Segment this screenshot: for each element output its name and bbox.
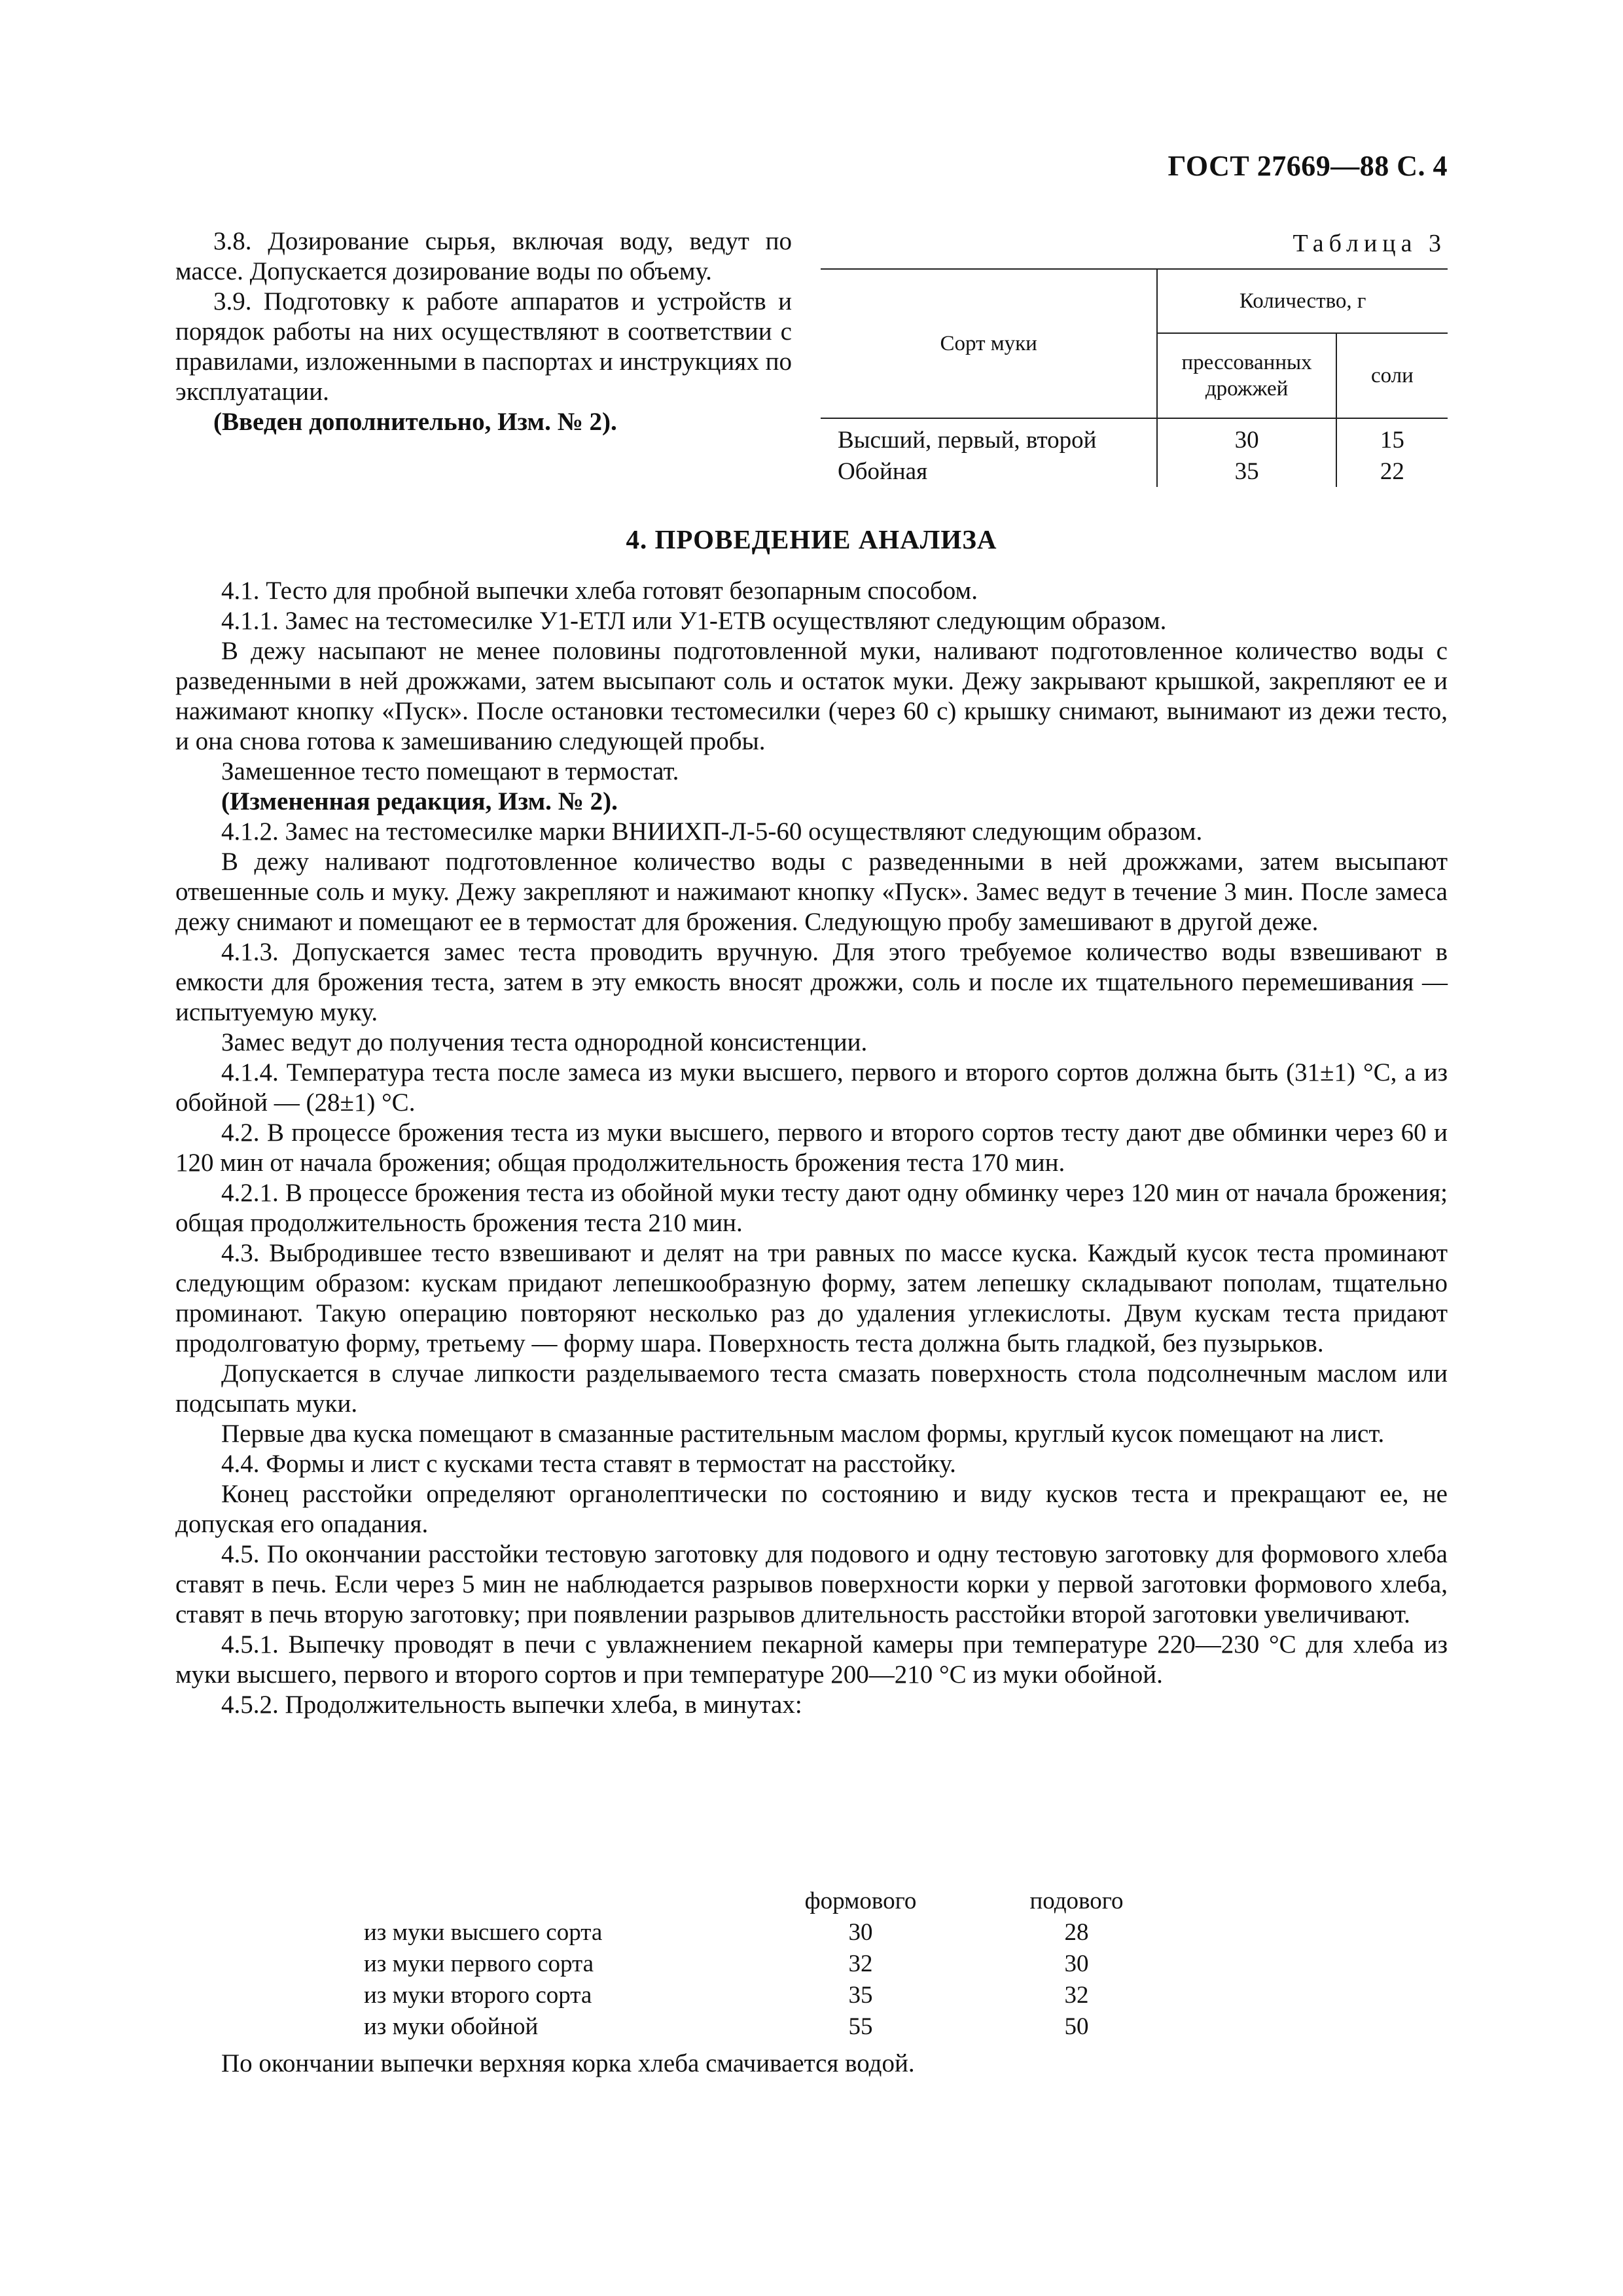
intro-block [175,226,792,437]
baking-time-table [364,1885,1198,2042]
bake-row-hearth: 30 [1064,1950,1089,1977]
bake-row-label: из муки высшего сорта [364,1918,603,1946]
paragraph-4-4-b: Конец расстойки определяют органолептически по состоянию и виду кусков теста и прекращают ее, не допуская его опадания. [175,1480,1448,1538]
table-3-caption: Таблица 3 [1293,230,1446,257]
bake-row-form: 30 [848,1918,873,1946]
bake-row-form: 55 [848,2013,873,2040]
paragraph-4-1-4: 4.1.4. Температура теста после замеса из муки высшего, первого и второго сортов должна быть (31±1) °С, а из обойной — (28±1) °С. [175,1058,1448,1117]
row-name: Высший, первый, второй [821,418,1157,456]
bake-row-form: 32 [848,1950,873,1977]
col-header-qty: Количество, г [1157,269,1448,333]
table-row [821,456,1448,487]
bake-row-hearth: 32 [1064,1981,1089,2009]
section-title: 4. ПРОВЕДЕНИЕ АНАЛИЗА [626,524,997,554]
paragraph-4-1-1-c: Замешенное тесто помещают в термостат. [221,757,679,785]
bake-row-label: из муки первого сорта [364,1950,594,1977]
paragraph-4-3-b: Допускается в случае липкости разделываемого теста смазать поверхность стола подсолнечным маслом или подсыпать муки. [175,1359,1448,1418]
paragraph-3-8: 3.8. Дозирование сырья, включая воду, ведут по массе. Допускается дозирование воды по объему. [175,227,792,285]
paragraph-4-1-1: 4.1.1. Замес на тестомесилке У1-ЕТЛ или У1-ЕТВ осуществляют следующим образом. [221,607,1167,635]
table-row [364,1916,1198,1948]
paragraph-4-5-1: 4.5.1. Выпечку проводят в печи с увлажнением пекарной камеры при температуре 220—230 °С для хлеба из муки высшего, первого и второго сортов и при температуре 200—210 °С из муки обойной. [175,1630,1448,1689]
paragraph-3-9: 3.9. Подготовку к работе аппаратов и устройств и порядок работы на них осуществляют в соответствии с правилами, изложенными в паспортах и инструкциях по эксплуатации. [175,287,792,406]
paragraph-4-5: 4.5. По окончании расстойки тестовую заготовку для подового и одну тестовую заготовку для формового хлеба ставят в печь. Если через 5 мин не наблюдается разрывов поверхности корки у первой заготовки формового хлеба, ставят в печь вторую заготовку; при появлении разрывов длительность расстойки второй заготовки увеличивают. [175,1540,1448,1628]
row-yeast: 30 [1157,418,1336,456]
paragraph-4-1: 4.1. Тесто для пробной выпечки хлеба готовят безопарным способом. [221,577,978,605]
paragraph-4-2-1: 4.2.1. В процессе брожения теста из обойной муки тесту дают одну обминку через 120 мин от начала брожения; общая продолжительность брожения теста 210 мин. [175,1179,1448,1237]
col-header-yeast: прессованных дрожжей [1157,333,1336,418]
paragraph-4-1-2: 4.1.2. Замес на тестомесилке марки ВНИИХП-Л-5-60 осуществляют следующим образом. [221,817,1203,846]
amendment-note-2: (Измененная редакция, Изм. № 2). [221,787,618,816]
bake-header-form: формового [804,1887,917,1914]
row-salt: 22 [1380,457,1404,485]
paragraph-4-1-3-b: Замес ведут до получения теста однородной консистенции. [221,1028,868,1056]
table-3 [821,268,1448,487]
bake-row-label: из муки обойной [364,2013,539,2040]
table-row [364,2011,1198,2042]
paragraph-4-2: 4.2. В процессе брожения теста из муки высшего, первого и второго сортов тесту дают две обминки через 60 и 120 мин от начала брожения; общая продолжительность брожения теста 170 мин. [175,1119,1448,1177]
amendment-note: (Введен дополнительно, Изм. № 2). [213,408,617,436]
col-header-salt: соли [1336,333,1448,418]
row-salt: 15 [1380,426,1404,454]
final-paragraph: По окончании выпечки верхняя корка хлеба смачивается водой. [221,2049,915,2077]
table-row [364,1979,1198,2011]
page-header: ГОСТ 27669—88 С. 4 [1168,150,1448,182]
bake-row-form: 35 [848,1981,873,2009]
paragraph-4-1-3: 4.1.3. Допускается замес теста проводить вручную. Для этого требуемое количество воды взвешивают в емкости для брожения теста, затем в эту емкость вносят дрожжи, соль и после их тщательного перемешивания — испытуемую муку. [175,938,1448,1026]
table-row [821,418,1448,456]
paragraph-4-4: 4.4. Формы и лист с кусками теста ставят в термостат на расстойку. [221,1450,956,1478]
bake-header-blank [364,1885,766,1916]
bake-row-hearth: 28 [1064,1918,1089,1946]
bake-header-hearth: подового [1029,1887,1124,1914]
paragraph-4-3: 4.3. Выбродившее тесто взвешивают и делят на три равных по массе куска. Каждый кусок теста проминают следующим образом: кускам придают лепешкообразную форму, затем лепешку складывают пополам, тщательно проминают. Такую операцию повторяют несколько раз до удаления углекислоты. Двум кускам теста придают продолговатую форму, третьему — форму шара. Поверхность теста должна быть гладкой, без пузырьков. [175,1239,1448,1357]
col-header-sort: Сорт муки [821,269,1157,418]
row-name: Обойная [821,456,1157,487]
paragraph-4-1-2-b: В дежу наливают подготовленное количество воды с разведенными в ней дрожжами, затем высыпают отвешенные соль и муку. Дежу закрепляют и нажимают кнопку «Пуск». Замес ведут в течение 3 мин. После замеса дежу снимают и помещают ее в термостат для брожения. Следующую пробу замешивают в другой деже. [175,848,1448,936]
section-body [175,576,1448,1720]
bake-row-label: из муки второго сорта [364,1981,592,2009]
paragraph-4-5-2: 4.5.2. Продолжительность выпечки хлеба, в минутах: [221,1691,802,1719]
paragraph-4-3-c: Первые два куска помещают в смазанные растительным маслом формы, круглый кусок помещают на лист. [221,1420,1385,1448]
row-yeast: 35 [1157,456,1336,487]
bake-row-hearth: 50 [1064,2013,1089,2040]
table-row [364,1948,1198,1979]
paragraph-4-1-1-b: В дежу насыпают не менее половины подготовленной муки, наливают подготовленное количество воды с разведенными в ней дрожжами, затем высыпают соль и остаток муки. Дежу закрывают крышкой, закрепляют ее и нажимают кнопку «Пуск». После остановки тестомесилки (через 60 с) крышку снимают, вынимают из дежи тесто, и она снова готова к замешиванию следующей пробы. [175,637,1448,755]
